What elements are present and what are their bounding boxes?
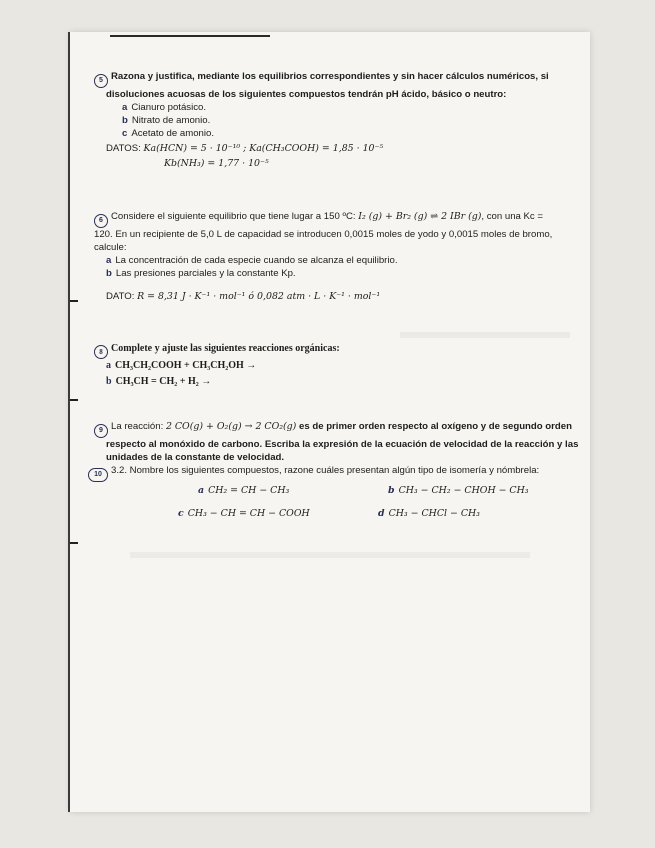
list-item: c CH₃ − CH = CH − COOH — [178, 508, 310, 519]
margin-tick — [70, 300, 78, 302]
question-4: 9 La reacción: 2 CO(g) + O₂(g) → 2 CO₂(g) es de primer orden respecto al oxígeno y de segundo orden respecto al monóxido de carbono. Escriba la expresión de la ecuación de velocidad de la reacción y las unidades de la constante de velocidad. — [94, 420, 584, 464]
margin-tick — [70, 399, 78, 401]
question-5: 10 3.2. Nombre los siguientes compuestos, razone cuáles presentan algún tipo de isomería y nómbrela: a CH₂ = CH − CH₃ b CH₃ − CH₂ − CHOH − CH₃ c CH₃ − CH = CH − COOH d CH₃ − CHCl − CH₃ — [88, 464, 578, 520]
q2-equation: I₂ (g) + Br₂ (g) ⇌ 2 IBr (g) — [358, 211, 482, 222]
q1-intro: Razona y justifica, mediante los equilibrios correspondientes y sin hacer cálculos numéricos, si — [111, 71, 549, 82]
q2-text: 120. En un recipiente de 5,0 L de capacidad se introducen 0,0015 moles de yodo y 0,0015 moles de bromo, calcule: — [94, 229, 553, 253]
list-item: a La concentración de cada especie cuando se alcanza el equilibrio. — [106, 255, 398, 266]
question-2: 6 Considere el siguiente equilibrio que tiene lugar a 150 ºC: I₂ (g) + Br₂ (g) ⇌ 2 IBr (g), con una Kc = 120. En un recipiente de 5,0 L de capacidad se introducen 0,0015 moles de yodo y 0,0015 moles de bromo, calcule: a La concentración de cada especie cuando se alcanza el equilibrio. b Las presiones parciales y la constante Kp. DATO: R = 8,31 J · K⁻¹ · mol⁻¹ ó 0,082 atm · L · K⁻¹ · mol⁻¹ — [94, 210, 584, 303]
q2-dato: DATO: R = 8,31 J · K⁻¹ · mol⁻¹ ó 0,082 atm · L · K⁻¹ · mol⁻¹ — [106, 291, 381, 302]
q1-datos-2: Kb(NH₃) = 1,77 · 10⁻⁵ — [164, 158, 269, 169]
question-1 — [94, 70, 584, 170]
margin-tick — [70, 542, 78, 544]
list-item: a Cianuro potásico. — [122, 102, 207, 113]
list-item: d CH₃ − CHCl − CH₃ — [378, 508, 480, 519]
list-item: a CH₂ = CH − CH₃ — [198, 485, 290, 496]
exam-page — [70, 32, 590, 812]
q1-intro-cont: disoluciones acuosas de los siguientes compuestos tendrán pH ácido, básico o neutro: — [106, 89, 507, 100]
top-edge-line — [110, 35, 270, 37]
question-number-circle: 8 — [94, 345, 108, 359]
question-number-circle: 6 — [94, 214, 108, 228]
list-item: b Las presiones parciales y la constante Kp. — [106, 268, 296, 279]
q4-equation: 2 CO(g) + O₂(g) → 2 CO₂(g) — [165, 421, 297, 432]
question-number-circle: 5 — [94, 74, 108, 88]
q1-datos: DATOS: Ka(HCN) = 5 · 10⁻¹⁰ ; Ka(CH₃COOH) = 1,85 · 10⁻⁵ — [106, 143, 384, 154]
list-item: b CH₃ − CH₂ − CHOH − CH₃ — [388, 485, 529, 496]
q4-text: respecto al monóxido de carbono. Escriba la expresión de la ecuación de velocidad de la reacción y las unidades de la constante de velocidad. — [106, 439, 579, 463]
question-3: 8 Complete y ajuste las siguientes reacciones orgánicas: a CH₃CH₂COOH + CH₃CH₂OH → b CH₃CH = CH₂ + H₂ → — [94, 342, 584, 388]
question-number-circle: 10 — [88, 468, 108, 482]
list-item: b CH₃CH = CH₂ + H₂ → — [106, 376, 212, 387]
list-item: a CH₃CH₂COOH + CH₃CH₂OH → — [106, 360, 257, 371]
question-number-circle: 9 — [94, 424, 108, 438]
list-item: c Acetato de amonio. — [122, 128, 215, 139]
list-item: b Nitrato de amonio. — [122, 115, 211, 126]
bleed-through — [130, 552, 530, 738]
